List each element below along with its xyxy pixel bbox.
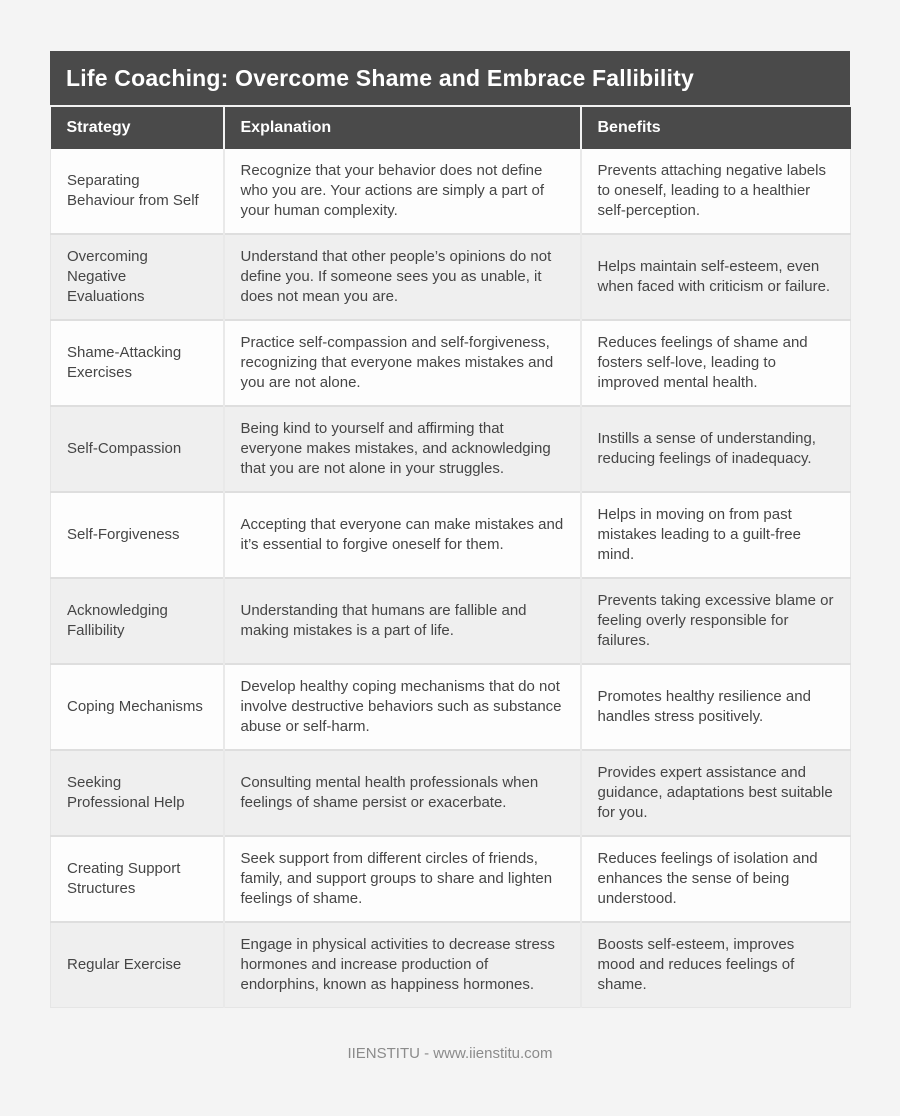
explanation-cell: Develop healthy coping mechanisms that do not involve destructive behaviors such as substance abuse or self-harm.: [224, 664, 581, 750]
strategy-cell: Shame-Attacking Exercises: [51, 320, 224, 406]
column-header-explanation: Explanation: [224, 107, 581, 149]
benefits-cell: Promotes healthy resilience and handles stress positively.: [581, 664, 851, 750]
strategies-table: [50, 107, 851, 1008]
explanation-cell: Recognize that your behavior does not define who you are. Your actions are simply a part of your human complexity.: [224, 149, 581, 234]
table-row: [51, 406, 851, 492]
benefits-cell: Boosts self-esteem, improves mood and reduces feelings of shame.: [581, 922, 851, 1008]
strategy-cell: Self-Forgiveness: [51, 492, 224, 578]
explanation-cell: Accepting that everyone can make mistakes and it’s essential to forgive oneself for them.: [224, 492, 581, 578]
benefits-cell: Provides expert assistance and guidance, adaptations best suitable for you.: [581, 750, 851, 836]
explanation-cell: Understanding that humans are fallible and making mistakes is a part of life.: [224, 578, 581, 664]
table-row: [51, 149, 851, 234]
column-header-strategy: Strategy: [51, 107, 224, 149]
strategy-cell: Self-Compassion: [51, 406, 224, 492]
strategy-cell: Creating Support Structures: [51, 836, 224, 922]
table-row: [51, 664, 851, 750]
strategy-cell: Acknowledging Fallibility: [51, 578, 224, 664]
table-row: [51, 234, 851, 320]
table-row: [51, 578, 851, 664]
table-row: [51, 320, 851, 406]
benefits-cell: Reduces feelings of shame and fosters self-love, leading to improved mental health.: [581, 320, 851, 406]
explanation-cell: Seek support from different circles of friends, family, and support groups to share and lighten feelings of shame.: [224, 836, 581, 922]
table-row: [51, 750, 851, 836]
column-header-benefits: Benefits: [581, 107, 851, 149]
benefits-cell: Reduces feelings of isolation and enhances the sense of being understood.: [581, 836, 851, 922]
benefits-cell: Helps maintain self-esteem, even when faced with criticism or failure.: [581, 234, 851, 320]
strategy-cell: Coping Mechanisms: [51, 664, 224, 750]
strategy-cell: Separating Behaviour from Self: [51, 149, 224, 234]
table-body: [51, 149, 851, 1008]
explanation-cell: Understand that other people’s opinions do not define you. If someone sees you as unable, it does not mean you are.: [224, 234, 581, 320]
header-row: [51, 107, 851, 149]
explanation-cell: Engage in physical activities to decrease stress hormones and increase production of endorphins, known as happiness hormones.: [224, 922, 581, 1008]
strategy-cell: Seeking Professional Help: [51, 750, 224, 836]
strategy-cell: Overcoming Negative Evaluations: [51, 234, 224, 320]
page-title: Life Coaching: Overcome Shame and Embrace Fallibility: [50, 51, 850, 107]
explanation-cell: Practice self-compassion and self-forgiveness, recognizing that everyone makes mistakes and you are not alone.: [224, 320, 581, 406]
table-row: [51, 836, 851, 922]
table-header: [51, 107, 851, 149]
benefits-cell: Prevents taking excessive blame or feeling overly responsible for failures.: [581, 578, 851, 664]
benefits-cell: Helps in moving on from past mistakes leading to a guilt-free mind.: [581, 492, 851, 578]
table-row: [51, 492, 851, 578]
strategy-cell: Regular Exercise: [51, 922, 224, 1008]
table-row: [51, 922, 851, 1008]
strategies-table-card: [50, 51, 850, 1008]
explanation-cell: Being kind to yourself and affirming that everyone makes mistakes, and acknowledging that you are not alone in your struggles.: [224, 406, 581, 492]
explanation-cell: Consulting mental health professionals when feelings of shame persist or exacerbate.: [224, 750, 581, 836]
footer-credit: IIENSTITU - www.iienstitu.com: [347, 1045, 553, 1062]
benefits-cell: Prevents attaching negative labels to oneself, leading to a healthier self-perception.: [581, 149, 851, 234]
benefits-cell: Instills a sense of understanding, reducing feelings of inadequacy.: [581, 406, 851, 492]
